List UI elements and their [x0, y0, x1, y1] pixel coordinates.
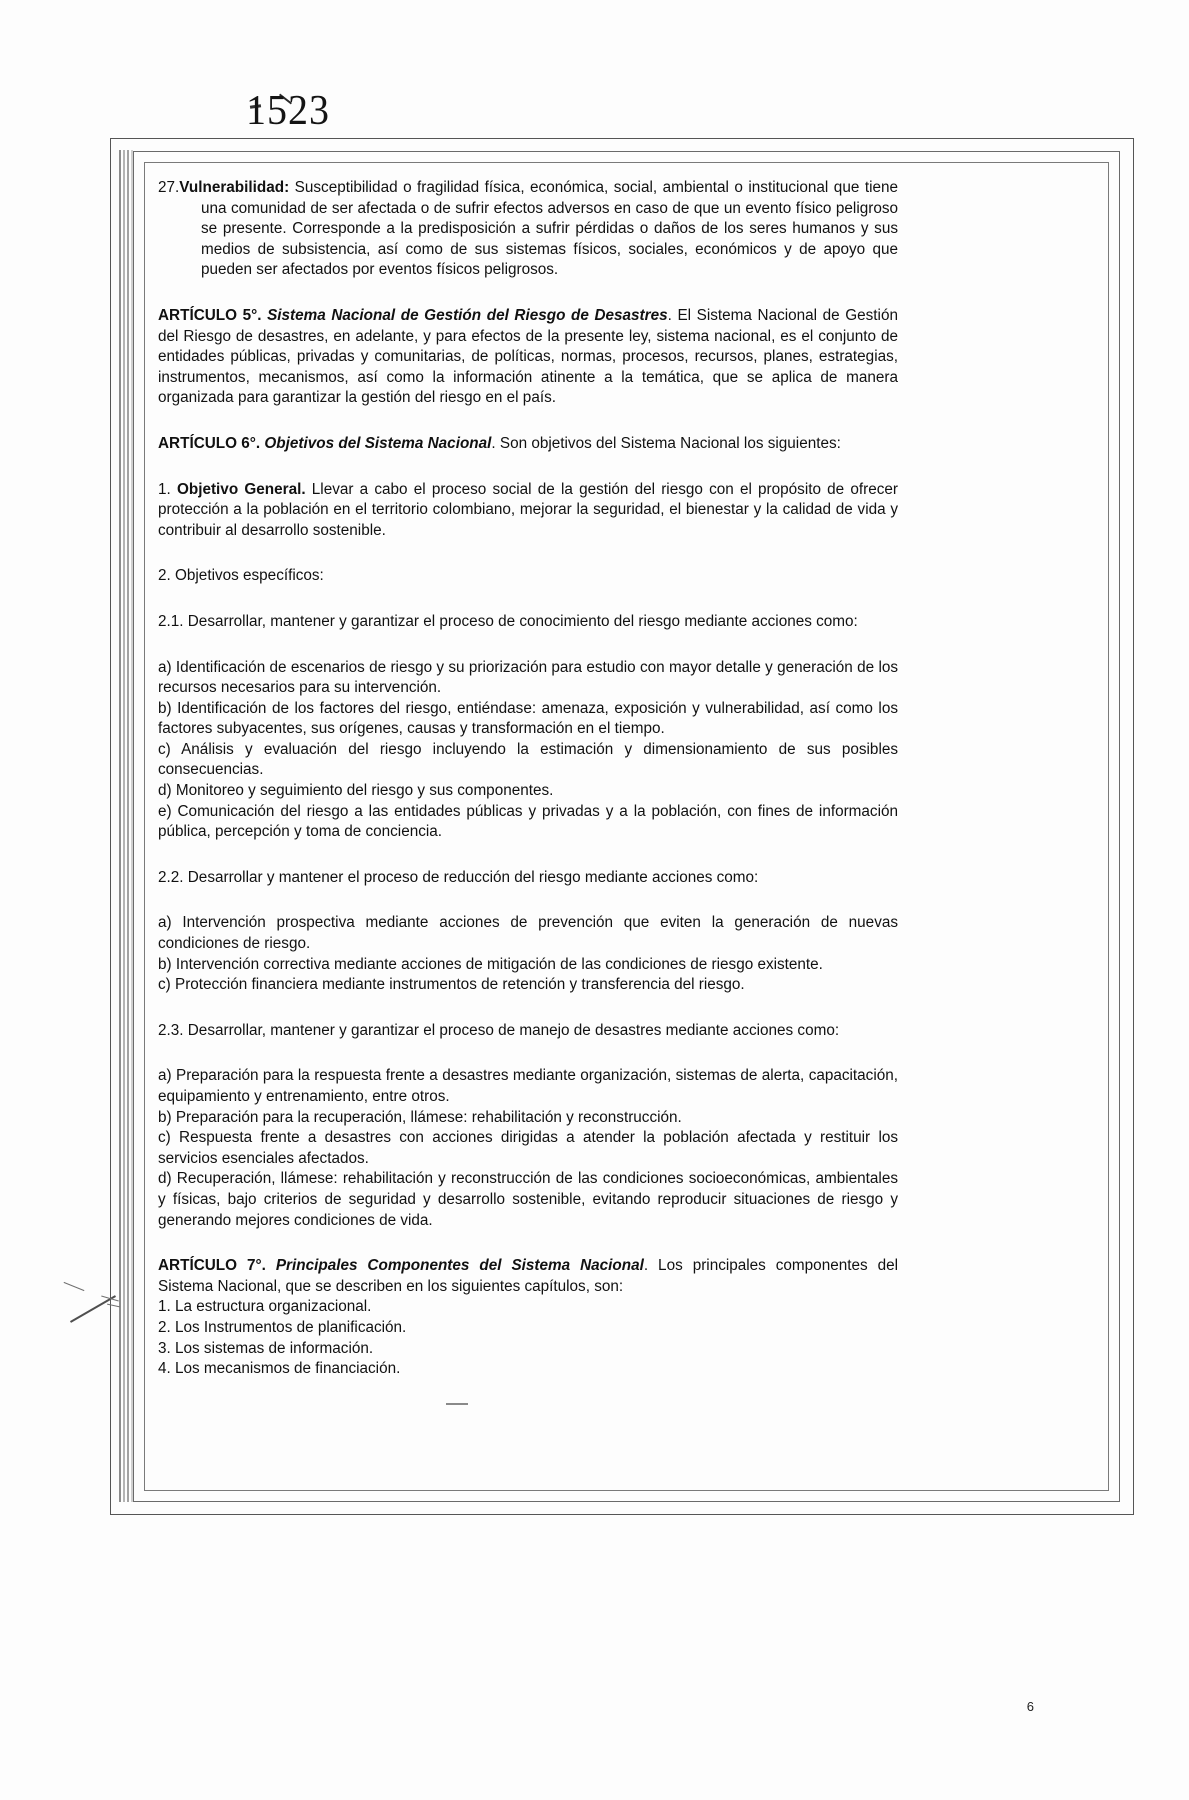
- scan-speck-mark: [446, 1403, 468, 1405]
- articulo-7-item-1: 1. La estructura organizacional.: [158, 1298, 372, 1316]
- articulo-7-paragraph: [158, 1256, 898, 1297]
- articulo-5-paragraph: [158, 306, 898, 409]
- folio-page-number: 6: [1026, 1699, 1034, 1714]
- stamp-page-number: 1523: [246, 85, 330, 134]
- grupo-2-2-item-b: b) Intervención correctiva mediante acciones de mitigación de las condiciones de riesgo existente.: [158, 955, 823, 973]
- definition-27-number: 27.: [158, 179, 180, 196]
- articulo-5-title: Sistema Nacional de Gestión del Riesgo de Desastres: [261, 306, 668, 324]
- grupo-2-3-intro: 2.3. Desarrollar, mantener y garantizar el proceso de manejo de desastres mediante acciones como:: [158, 1021, 840, 1039]
- articulo-7-title: Principales Componentes del Sistema Nacional: [265, 1257, 644, 1275]
- definition-27: [158, 178, 898, 281]
- articulo-7-item-2: 2. Los Instrumentos de planificación.: [158, 1318, 407, 1336]
- articulo-7-item-3: 3. Los sistemas de información.: [158, 1339, 374, 1357]
- articulo-6-title: Objetivos del Sistema Nacional: [260, 434, 492, 452]
- articulo-7-label: ARTÍCULO 7°.: [158, 1257, 266, 1275]
- definition-27-term: Vulnerabilidad:: [179, 179, 290, 196]
- articulo-7-item-4: 4. Los mecanismos de financiación.: [158, 1360, 401, 1378]
- articulo-6-paragraph: [158, 434, 898, 455]
- grupo-2-1-item-e: e) Comunicación del riesgo a las entidades públicas y privadas y a la población, con fines de información pública, percepción y toma de conciencia.: [158, 802, 898, 841]
- objetivos-especificos-heading: 2. Objetivos específicos:: [158, 567, 324, 585]
- definition-27-text: Susceptibilidad o fragilidad física, económica, social, ambiental o institucional que tiene una comunidad de ser afectada o de sufrir efectos adversos en caso de que un evento físico peligroso se presente. Corresponde a la predisposición a sufrir pérdidas o daños de los seres humanos y sus medios de subsistencia, así como de sus sistemas físicos, sociales, económicos y de apoyo que pueden ser afectados por eventos físicos peligrosos.: [201, 179, 898, 279]
- grupo-2-1-item-a: a) Identificación de escenarios de riesgo y su priorización para estudio con mayor detalle y generación de los recursos necesarios para su intervención.: [158, 658, 898, 697]
- objetivo-general-paragraph: [158, 480, 898, 542]
- document-body: [158, 178, 898, 1380]
- grupo-2-2-item-a: a) Intervención prospectiva mediante acciones de prevención que eviten la generación de nuevas condiciones de riesgo.: [158, 914, 898, 953]
- objetivo-general-term: Objetivo General.: [176, 480, 306, 498]
- grupo-2-2-item-c: c) Protección financiera mediante instrumentos de retención y transferencia del riesgo.: [158, 976, 745, 994]
- grupo-2-1-intro: 2.1. Desarrollar, mantener y garantizar el proceso de conocimiento del riesgo mediante acciones como:: [158, 612, 858, 630]
- grupo-2-1-item-d: d) Monitoreo y seguimiento del riesgo y sus componentes.: [158, 782, 554, 800]
- grupo-2-1-item-c: c) Análisis y evaluación del riesgo incluyendo la estimación y dimensionamiento de sus posibles consecuencias.: [158, 740, 898, 779]
- grupo-2-2-intro: 2.2. Desarrollar y mantener el proceso de reducción del riesgo mediante acciones como:: [158, 868, 759, 886]
- grupo-2-3-item-c: c) Respuesta frente a desastres con acciones dirigidas a atender la población afectada y restituir los servicios esenciales afectados.: [158, 1129, 898, 1167]
- objetivo-general-text: Llevar a cabo el proceso social de la gestión del riesgo con el propósito de ofrecer protección a la población en el territorio colombiano, mejorar la seguridad, el bienestar y la calidad de vida y contribuir al desarrollo sostenible.: [158, 480, 898, 539]
- grupo-2-3-item-a: a) Preparación para la respuesta frente a desastres mediante organización, sistemas de alerta, capacitación, equipamiento y entrenamiento, entre otros.: [158, 1067, 898, 1105]
- articulo-5-label: ARTÍCULO 5°.: [158, 306, 262, 324]
- pencil-annotation-marks: [57, 1272, 137, 1342]
- grupo-2-3-item-b: b) Preparación para la recuperación, llámese: rehabilitación y reconstrucción.: [158, 1108, 682, 1126]
- grupo-2-1-item-b: b) Identificación de los factores del riesgo, entiéndase: amenaza, exposición y vulnerabilidad, así como los factores subyacentes, sus orígenes, causas y transformación en el tiempo.: [158, 699, 898, 738]
- articulo-5-body: . El Sistema Nacional de Gestión del Riesgo de desastres, en adelante, y para efectos de la presente ley, sistema nacional, es el conjunto de entidades públicas, privadas y comunitarias, de políticas, normas, procesos, recursos, planes, estrategias, instrumentos, mecanismos, así como la información atinente a la temática, que se aplica de manera organizada para garantizar la gestión del riesgo en el país.: [158, 306, 898, 407]
- objetivo-general-number: 1.: [158, 480, 177, 498]
- articulo-6-body: . Son objetivos del Sistema Nacional los siguientes:: [491, 434, 841, 452]
- grupo-2-3-item-d: d) Recuperación, llámese: rehabilitación y reconstrucción de las condiciones socioeconómicas, ambientales y físicas, bajo criterios de seguridad y desarrollo sostenible, evitando reproducir situaciones de riesgo y generando mejores condiciones de vida.: [158, 1170, 898, 1229]
- articulo-7-body: . Los principales componentes del Sistema Nacional, que se describen en los siguientes capítulos, son:: [158, 1257, 898, 1295]
- articulo-6-label: ARTÍCULO 6°.: [158, 434, 261, 452]
